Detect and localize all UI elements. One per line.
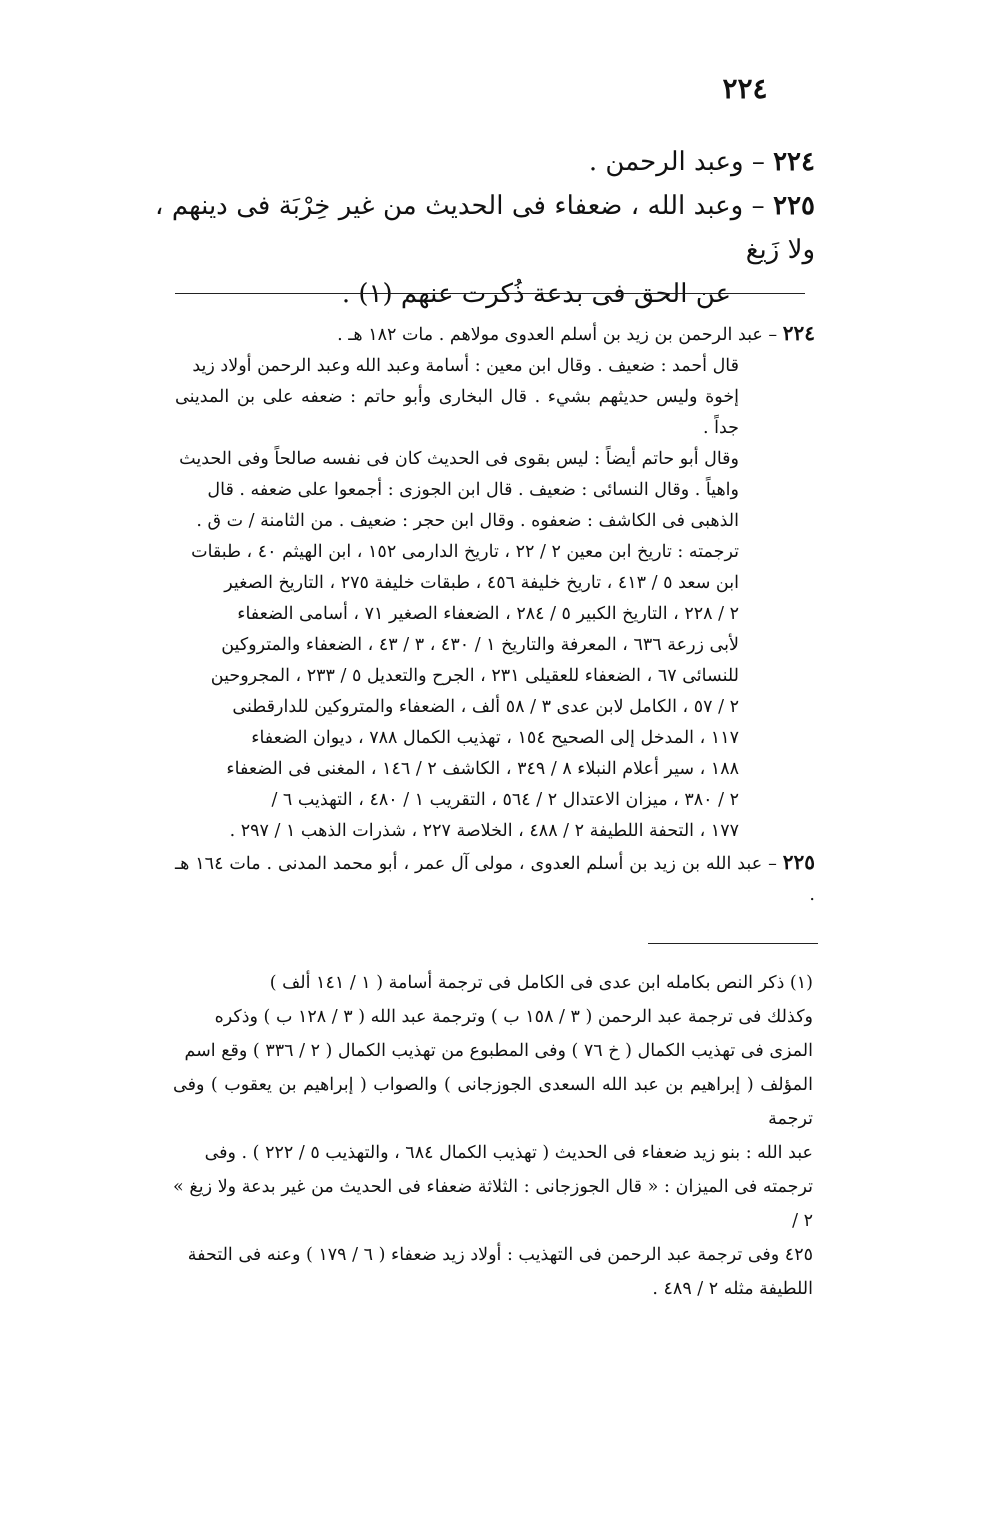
note-number: ٢٢٥ <box>782 850 815 874</box>
note-line: واهياً . وقال النسائى : ضعيف . قال ابن الجوزى : أجمعوا على ضعفه . قال <box>207 480 739 500</box>
footnote-line: (١) ذكر النص بكامله ابن عدى فى الكامل فى ترجمة أسامة ( ١ / ١٤١ ألف ) <box>269 973 813 993</box>
entry-number: ٢٢٤ <box>773 147 815 177</box>
footnote <box>173 966 813 1306</box>
entry-text: – وعبد الله ، ضعفاء فى الحديث من غير خِرْبَة فى دينهم ، ولا زَيغ <box>155 191 815 265</box>
note-line: الذهبى فى الكاشف : ضعفوه . وقال ابن حجر : ضعيف . من الثامنة / ت ق . <box>196 511 739 531</box>
footnote-line: عبد الله : بنو زيد ضعفاء فى الحديث ( تهذيب الكمال ٦٨٤ ، والتهذيب ٥ / ٢٢٢ ) . وفى <box>204 1143 813 1163</box>
footnote-line: المؤلف ( إبراهيم بن عبد الله السعدى الجوزجانى ) والصواب ( إبراهيم بن يعقوب ) وفى ترجمة <box>173 1075 813 1129</box>
main-entry <box>155 184 815 272</box>
footnote-line: وكذلك فى ترجمة عبد الرحمن ( ٣ / ١٥٨ ب ) وترجمة عبد الله ( ٣ / ١٢٨ ب ) وذكره <box>214 1007 813 1027</box>
note-line: ١٨٨ ، سير أعلام النبلاء ٨ / ٣٤٩ ، الكاشف ٢ / ١٤٦ ، المغنى فى الضعفاء <box>226 759 739 779</box>
note-line: ترجمته : تاريخ ابن معين ٢ / ٢٢ ، تاريخ الدارمى ١٥٢ ، ابن الهيثم ٤٠ ، طبقات <box>191 542 739 562</box>
note-line: إخوة وليس حديثهم بشيء . قال البخارى وأبو حاتم : ضعفه على بن المدينى جداً . <box>175 387 739 438</box>
entry-continuation: عن الحق فى بدعة ذُكرت عنهم (١) . <box>341 279 731 309</box>
note-body <box>175 351 815 847</box>
note-entry <box>175 318 815 847</box>
footnote-rule <box>648 943 818 944</box>
note-entry <box>175 847 815 911</box>
entry-text: – وعبد الرحمن . <box>588 147 765 177</box>
note-heading-text: – عبد الله بن زيد بن أسلم العدوى ، مولى آل عمر ، أبو محمد المدنى . مات ١٦٤ هـ . <box>175 854 815 905</box>
note-line: وقال أبو حاتم أيضاً : ليس بقوى فى الحديث كان فى نفسه صالحاً وفى الحديث <box>179 449 739 469</box>
footnote-line: ترجمته فى الميزان : « قال الجوزجانى : الثلاثة ضعفاء فى الحديث من غير بدعة ولا زيغ » ٢ / <box>173 1177 813 1231</box>
note-line: ٢ / ٢٢٨ ، التاريخ الكبير ٥ / ٢٨٤ ، الضعفاء الصغير ٧١ ، أسامى الضعفاء <box>237 604 739 624</box>
note-heading <box>175 318 815 351</box>
biographical-notes <box>175 318 815 911</box>
note-number: ٢٢٤ <box>782 321 815 345</box>
footnote-line: ٤٢٥ وفى ترجمة عبد الرحمن فى التهذيب : أولاد زيد ضعفاء ( ٦ / ١٧٩ ) وعنه فى التحفة <box>187 1245 813 1265</box>
separator-rule <box>175 293 805 294</box>
note-line: ١١٧ ، المدخل إلى الصحيح ١٥٤ ، تهذيب الكمال ٧٨٨ ، ديوان الضعفاء <box>251 728 739 748</box>
page-number: ٢٢٤ <box>722 72 768 105</box>
note-line: ١٧٧ ، التحفة اللطيفة ٢ / ٤٨٨ ، الخلاصة ٢٢٧ ، شذرات الذهب ١ / ٢٩٧ . <box>229 821 739 841</box>
footnote-line: اللطيفة مثله ٢ / ٤٨٩ . <box>652 1279 813 1299</box>
note-heading <box>175 847 815 911</box>
note-line: ٢ / ٣٨٠ ، ميزان الاعتدال ٢ / ٥٦٤ ، التقريب ١ / ٤٨٠ ، التهذيب ٦ / <box>271 790 739 810</box>
note-line: للنسائى ٦٧ ، الضعفاء للعقيلى ٢٣١ ، الجرح والتعديل ٥ / ٢٣٣ ، المجروحين <box>210 666 739 686</box>
note-line: لأبى زرعة ٦٣٦ ، المعرفة والتاريخ ١ / ٤٣٠ ، ٣ / ٤٣ ، الضعفاء والمتروكين <box>221 635 739 655</box>
main-entry <box>155 140 815 184</box>
footnote-line: المزى فى تهذيب الكمال ( خ ٧٦ ) وفى المطبوع من تهذيب الكمال ( ٢ / ٣٣٦ ) وقع اسم <box>184 1041 813 1061</box>
note-line: قال أحمد : ضعيف . وقال ابن معين : أسامة وعبد الله وعبد الرحمن أولاد زيد <box>192 356 739 376</box>
note-line: ابن سعد ٥ / ٤١٣ ، تاريخ خليفة ٤٥٦ ، طبقات خليفة ٢٧٥ ، التاريخ الصغير <box>224 573 739 593</box>
note-heading-text: – عبد الرحمن بن زيد بن أسلم العدوى مولاهم . مات ١٨٢ هـ . <box>337 325 778 345</box>
entry-number: ٢٢٥ <box>773 191 816 221</box>
main-text <box>155 140 815 316</box>
note-line: ٢ / ٥٧ ، الكامل لابن عدى ٣ / ٥٨ ألف ، الضعفاء والمتروكين للدارقطنى <box>232 697 739 717</box>
